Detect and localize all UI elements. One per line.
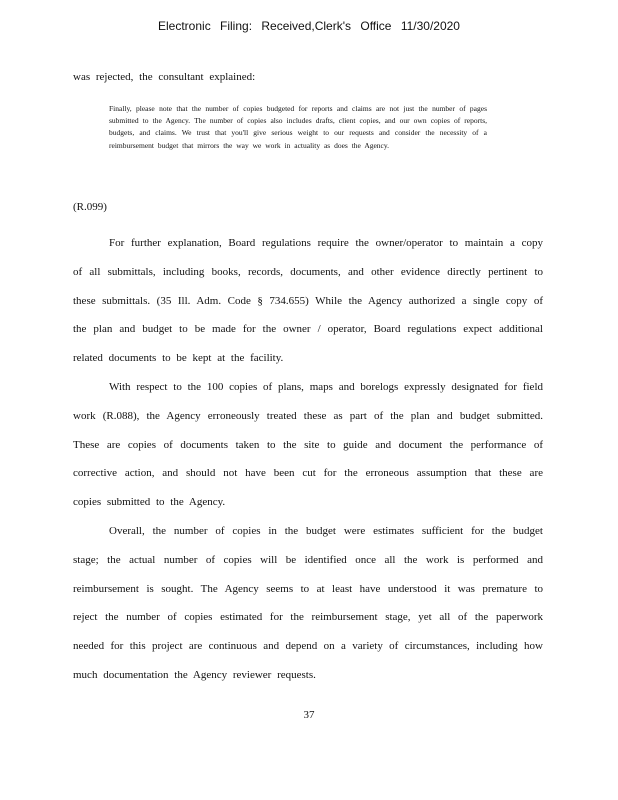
paragraph-board-regulations: For further explanation, Board regulations require the owner/operator to maintain a copy of all submittals, including books, records, documents, and other evidence directly pertinent to these submittals. (35 Ill. Adm. Code § 734.655) While the Agency authorized a single copy of the plan and budget to be made for the owner / operator, Board regulations expect additional related documents to be kept at the facility. <box>73 237 543 365</box>
paragraph-field-copies: With respect to the 100 copies of plans, maps and borelogs expressly designated for field work (R.088), the Agency erroneously treated these as part of the plan and budget submitted. These are copies of documents taken to the site to guide and document the performance of corrective action, and should not have been cut for the erroneous assumption that these are copies submitted to the Agency. <box>73 380 543 509</box>
paragraph-overall: Overall, the number of copies in the budget were estimates sufficient for the budget stage; the actual number of copies will be identified once all the work is performed and reimbursement is sought. The Agency seems to at least have understood it was premature to reject the number of copies estimated for the reimbursement stage, yet all of the paperwork needed for this project are continuous and depend on a variety of circumstances, including how much documentation the Agency reviewer requests. <box>73 524 543 681</box>
body-text <box>73 229 543 690</box>
record-citation: (R.099) <box>73 201 107 213</box>
page-number: 37 <box>303 709 315 721</box>
filing-header: Electronic Filing: Received,Clerk's Office 11/30/2020 <box>158 19 460 33</box>
lead-in-text: was rejected, the consultant explained: <box>73 71 256 83</box>
block-quote: Finally, please note that the number of copies budgeted for reports and claims are not just the number of pages submitted to the Agency. The number of copies also includes drafts, client copies, and our own copies of reports, budgets, and claims. We trust that you'll give serious weight to our requests and consider the necessity of a reimbursement budget that mirrors the way we work in actuality as does the Agency. <box>109 104 487 150</box>
